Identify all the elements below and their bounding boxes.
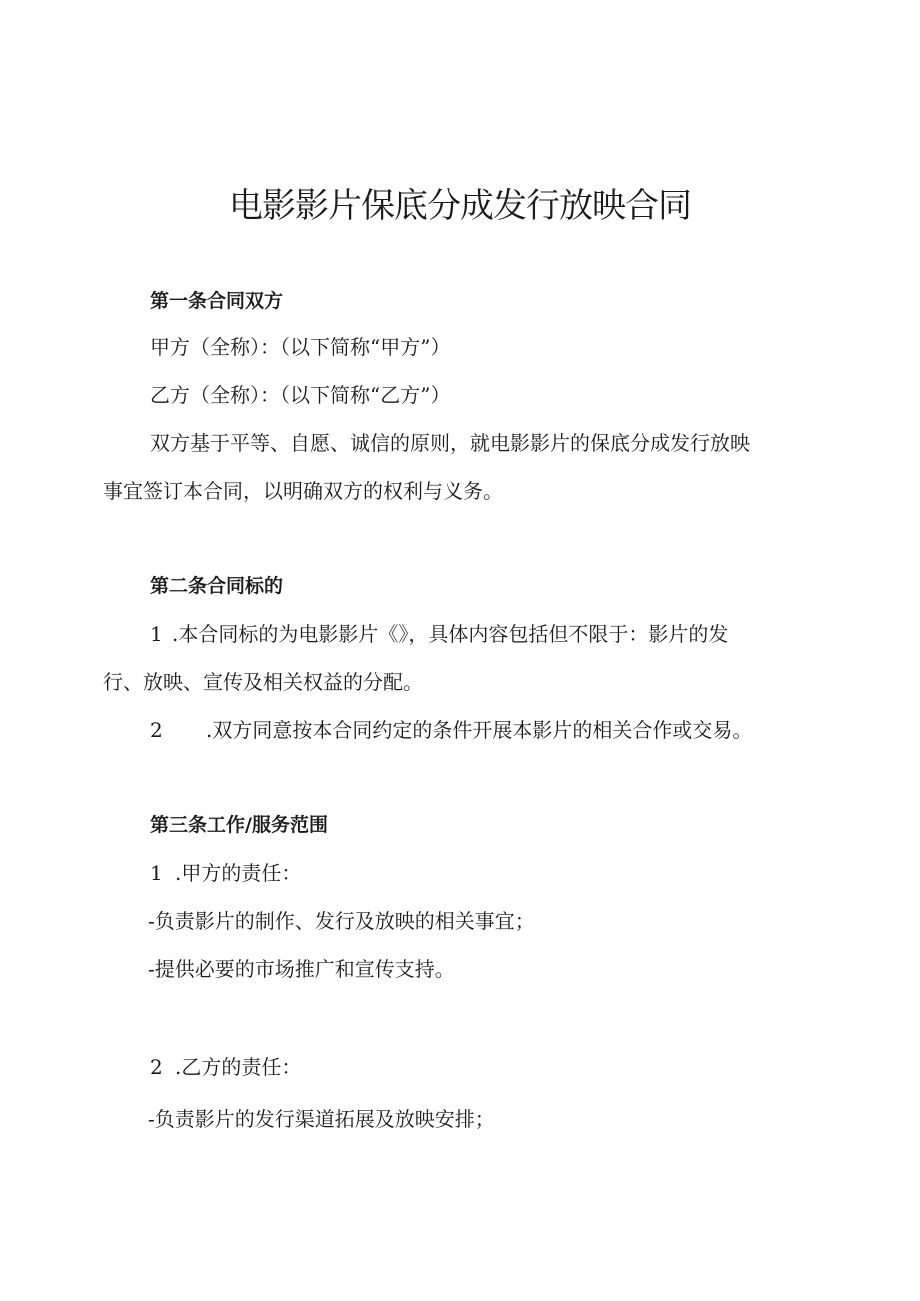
section3-heading: 第三条工作/服务范围 (150, 814, 328, 836)
section3-item2-text: .乙方的责任： (175, 1055, 302, 1079)
section2-item2-number: 2 (150, 718, 163, 742)
section2-item1-line2: 行、放映、宣传及相关权益的分配。 (103, 670, 423, 694)
section3-item1 (150, 859, 301, 887)
section3-item1-bullet1: -负责影片的制作、发行及放映的相关事宜； (148, 909, 535, 933)
document-title: 电影影片保底分成发行放映合同 (229, 186, 691, 226)
section2-item1-line1 (150, 620, 728, 648)
party-b-line: 乙方（全称）：（以下简称“乙方”） (150, 383, 451, 407)
party-a-line: 甲方（全称）：（以下简称“甲方”） (150, 335, 451, 359)
section2-item1-text: .本合同标的为电影影片《》，具体内容包括但不限于：影片的发 (172, 622, 729, 646)
section3-item2-bullet1: -负责影片的发行渠道拓展及放映安排； (148, 1107, 495, 1131)
section3-item1-bullet2: -提供必要的市场推广和宣传支持。 (148, 957, 455, 981)
section1-heading: 第一条合同双方 (150, 290, 284, 312)
section1-paragraph-line2: 事宜签订本合同，以明确双方的权利与义务。 (103, 479, 503, 503)
section3-item1-text: .甲方的责任： (175, 861, 302, 885)
section2-item1-number: 1 (150, 622, 163, 646)
section2-item2-text: .双方同意按本合同约定的条件开展本影片的相关合作或交易。 (206, 718, 753, 742)
section3-item1-number: 1 (150, 861, 163, 885)
section2-heading: 第二条合同标的 (150, 575, 284, 597)
section1-paragraph-line1: 双方基于平等、自愿、诚信的原则，就电影影片的保底分成发行放映 (150, 431, 750, 455)
section3-item2-number: 2 (150, 1055, 163, 1079)
section2-item2 (150, 716, 752, 744)
section3-item2 (150, 1053, 301, 1081)
